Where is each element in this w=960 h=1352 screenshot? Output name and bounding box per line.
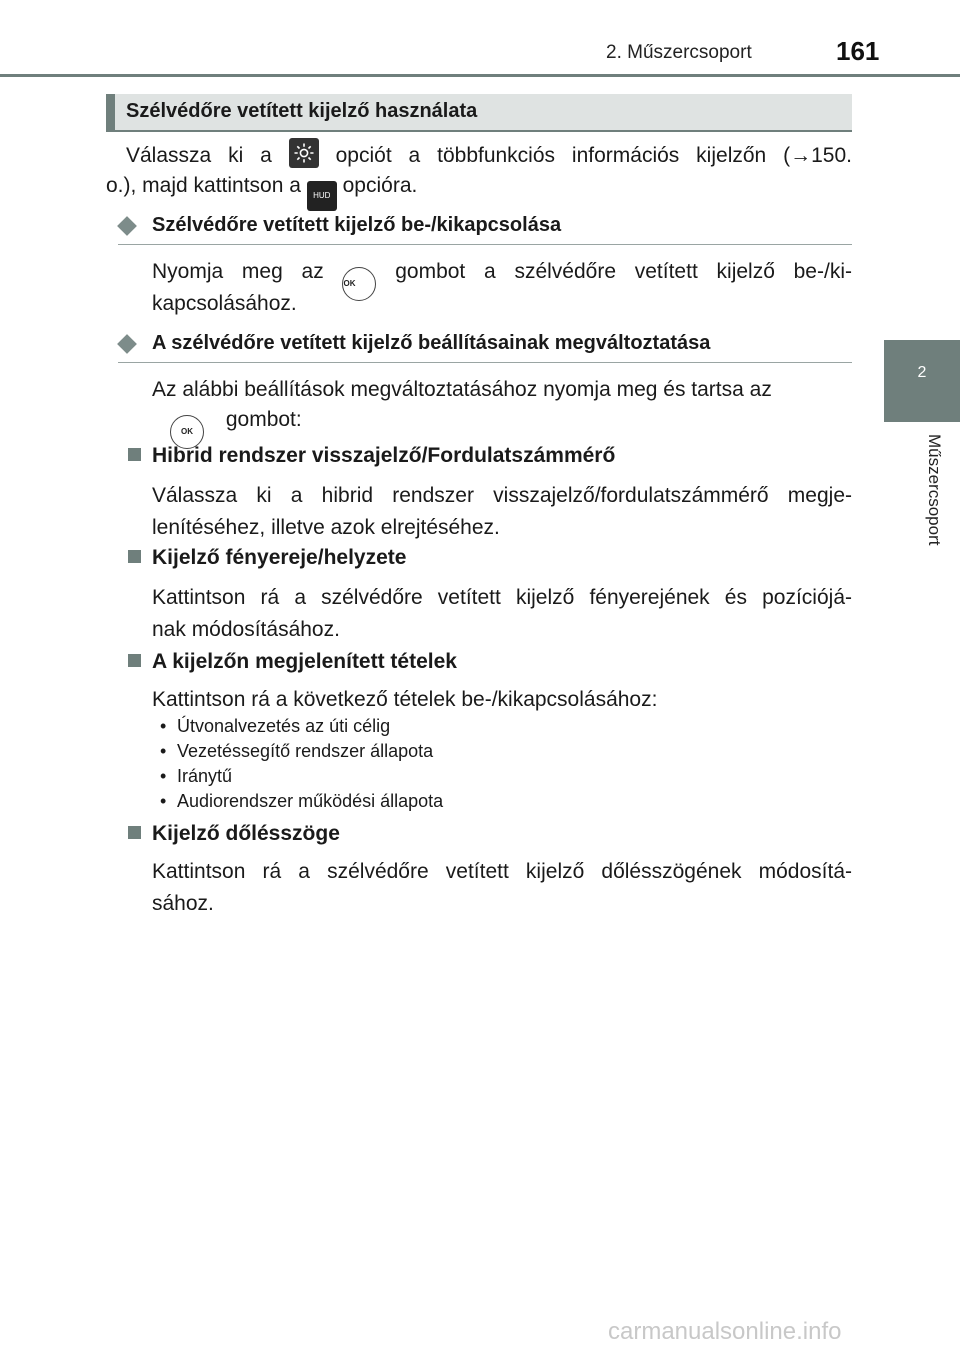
intro-text-d: opcióra.	[342, 174, 418, 197]
item-heading-2	[128, 546, 406, 570]
subsection1-text-a: Nyomja meg az	[152, 260, 324, 283]
item-heading-1	[128, 444, 615, 468]
watermark: carmanualsonline.info	[608, 1318, 842, 1345]
ok-button-icon: OK	[342, 267, 376, 301]
list-item: • Vezetéssegítő rendszer állapota	[160, 739, 443, 764]
item2-line-2: nak módosításához.	[152, 618, 340, 641]
gear-icon	[289, 138, 319, 168]
item-title-2: Kijelző fényereje/helyzete	[152, 546, 407, 569]
hud-icon: HUD	[307, 181, 337, 211]
subsection-divider-1	[118, 244, 852, 245]
square-bullet-icon	[128, 550, 141, 563]
square-bullet-icon	[128, 654, 141, 667]
item4-line-1: Kattintson rá a szélvédőre vetített kijelző dőlésszögének módosítá-	[152, 860, 852, 883]
item-title-4: Kijelző dőlésszöge	[152, 822, 340, 845]
chapter-tab	[884, 422, 960, 822]
intro-text-c: o.), majd kattintson a	[106, 174, 301, 197]
subsection1-line-2: kapcsolásához.	[152, 292, 297, 315]
subsection-title-1: Szélvédőre vetített kijelző be-/kikapcsolása	[152, 214, 562, 236]
subsection2-line-1: Az alábbi beállítások megváltoztatásához nyomja meg és tartsa az	[152, 378, 772, 401]
item2-line-1: Kattintson rá a szélvédőre vetített kijelző fényerejének és pozíciójá-	[152, 586, 852, 609]
item-title-3: A kijelzőn megjelenített tételek	[152, 650, 457, 673]
subsection-divider-2	[118, 362, 852, 363]
subsection1-text-b: gombot a szélvédőre vetített kijelző be-/ki-	[395, 260, 852, 283]
subsection2-text-b: gombot:	[225, 408, 302, 431]
list-item: • Útvonalvezetés az úti célig	[160, 714, 443, 739]
item-title-1: Hibrid rendszer visszajelző/Fordulatszámmérő	[152, 444, 616, 467]
intro-text-a: Válassza ki a	[126, 144, 272, 167]
diamond-bullet-icon	[117, 334, 137, 354]
list-item: • Audiorendszer működési állapota	[160, 789, 443, 814]
chapter-tab-label: Műszercsoport	[925, 434, 944, 546]
square-bullet-icon	[128, 448, 141, 461]
ok-button-icon: OK	[170, 415, 204, 449]
intro-line-2	[106, 170, 852, 211]
subsection-title-2: A szélvédőre vetített kijelző beállításainak megváltoztatása	[152, 332, 711, 354]
intro-line-1	[126, 138, 852, 172]
list-item: • Iránytű	[160, 764, 443, 789]
header-divider	[0, 74, 960, 77]
item3-bullet-list	[160, 714, 443, 814]
section-title: Szélvédőre vetített kijelző használata	[126, 100, 478, 122]
chapter-tab-number: 2	[884, 340, 960, 422]
running-header-section: 2. Műszercsoport	[606, 42, 752, 63]
page-number: 161	[836, 36, 880, 66]
subsection2-line-2	[170, 404, 850, 449]
item1-line-1: Válassza ki a hibrid rendszer visszajelző/fordulatszámmérő megje-	[152, 484, 852, 507]
square-bullet-icon	[128, 826, 141, 839]
item1-line-2: lenítéséhez, illetve azok elrejtéséhez.	[152, 516, 500, 539]
item-heading-3	[128, 650, 457, 674]
item-heading-4	[128, 822, 340, 846]
item3-line-1: Kattintson rá a következő tételek be-/kikapcsolásához:	[152, 688, 658, 711]
item4-line-2: sához.	[152, 892, 214, 915]
section-title-bar	[106, 94, 852, 132]
diamond-bullet-icon	[117, 216, 137, 236]
intro-text-b: opciót a többfunkciós információs kijelzőn (→150.	[335, 144, 852, 167]
